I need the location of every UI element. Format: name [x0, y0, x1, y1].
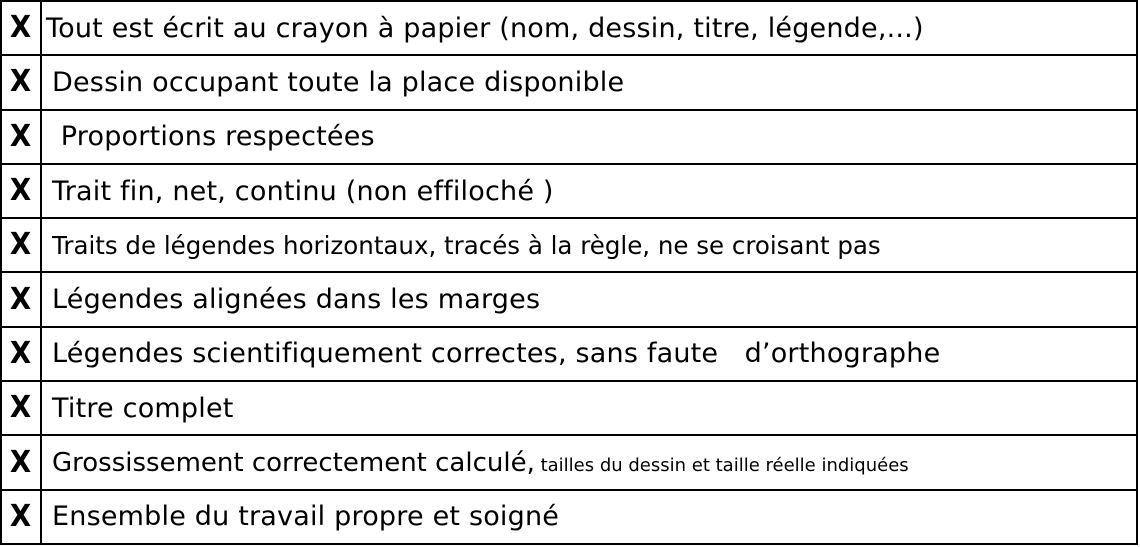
criterion-text: Tout est écrit au crayon à papier (nom, dessin, titre, légende,...)	[41, 1, 1137, 55]
criterion-cell	[41, 435, 1137, 489]
criterion-text: Ensemble du travail propre et soigné	[41, 490, 1137, 544]
mark-cell	[1, 327, 41, 381]
mark-cell	[1, 490, 41, 544]
checklist-row	[1, 164, 1137, 218]
criterion-text: Titre complet	[41, 381, 1137, 435]
cross-mark-icon: X	[10, 173, 32, 209]
cross-mark-icon: X	[10, 64, 32, 100]
checklist-row	[1, 218, 1137, 272]
cross-mark-icon: X	[10, 444, 32, 480]
checklist-row	[1, 272, 1137, 326]
criterion-text: Légendes alignées dans les marges	[41, 272, 1137, 326]
cross-mark-icon: X	[10, 335, 32, 371]
cross-mark-icon: X	[10, 498, 32, 534]
mark-cell	[1, 218, 41, 272]
checklist-row	[1, 327, 1137, 381]
mark-cell	[1, 435, 41, 489]
cross-mark-icon: X	[10, 10, 32, 46]
cross-mark-icon: X	[10, 281, 32, 317]
cross-mark-icon: X	[10, 390, 32, 426]
criterion-note: tailles du dessin et taille réelle indiquées	[534, 454, 909, 476]
criterion-text: Traits de légendes horizontaux, tracés à la règle, ne se croisant pas	[41, 218, 1137, 272]
checklist-row	[1, 490, 1137, 544]
criterion-text: Grossissement correctement calculé,	[52, 447, 535, 478]
checklist-row	[1, 381, 1137, 435]
checklist-row	[1, 55, 1137, 109]
criterion-text: Trait fin, net, continu (non effiloché )	[41, 164, 1137, 218]
mark-cell	[1, 55, 41, 109]
cross-mark-icon: X	[10, 118, 32, 154]
checklist-row	[1, 435, 1137, 489]
criterion-text: Légendes scientifiquement correctes, sans faute d’orthographe	[41, 327, 1137, 381]
mark-cell	[1, 110, 41, 164]
cross-mark-icon: X	[10, 227, 32, 263]
mark-cell	[1, 1, 41, 55]
checklist-row	[1, 110, 1137, 164]
mark-cell	[1, 164, 41, 218]
criterion-text: Dessin occupant toute la place disponible	[41, 55, 1137, 109]
mark-cell	[1, 272, 41, 326]
criterion-text: Proportions respectées	[41, 110, 1137, 164]
mark-cell	[1, 381, 41, 435]
checklist-row	[1, 1, 1137, 55]
